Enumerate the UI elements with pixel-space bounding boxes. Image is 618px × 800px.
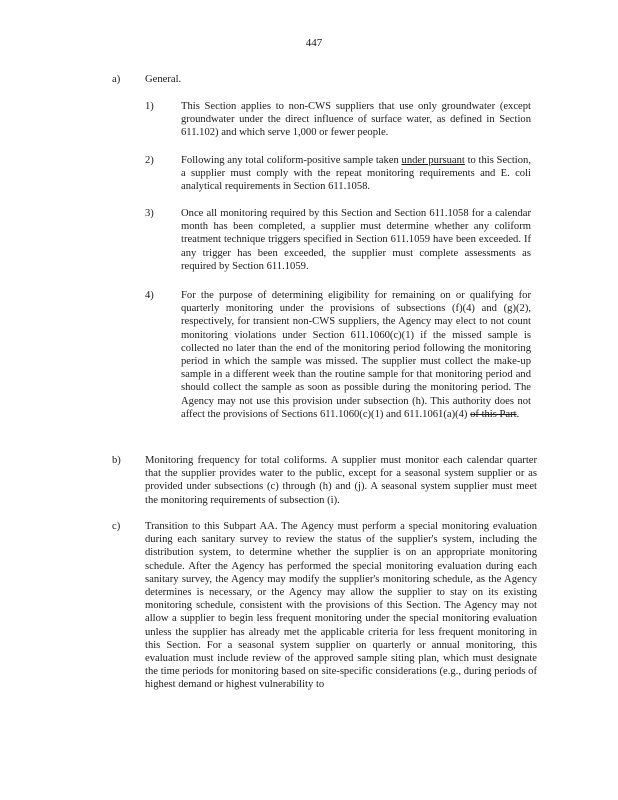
item-1-label: 1) [145,101,154,112]
item-1-text: This Section applies to non-CWS suppliers that use only groundwater (except groundwater under the direct influence of surface water, as defined in Section 611.102) and which serve 1,000 or fewer people. [181,101,531,139]
item-2-text [181,154,531,194]
item-2-underlined-text: under pursuant [401,155,465,166]
section-b-label: b) [112,455,121,466]
section-b-text: Monitoring frequency for total coliforms. A supplier must monitor each calendar quarter that the supplier provides water to the public, except for a seasonal system supplier or as provided under subsections (c) through (h) and (j). A seasonal system supplier must meet the monitoring requirements of subsection (i). [145,455,537,506]
section-a-heading: General. [145,74,182,85]
item-2-label: 2) [145,155,154,166]
item-4-text [181,289,531,421]
item-4-struck-text: of this Part [470,408,517,420]
section-c-text: Transition to this Subpart AA. The Agency must perform a special monitoring evaluation during each sanitary survey to review the status of the supplier's system, including the distribution system, to determine whether the supplier is on an appropriate monitoring schedule. After the Agency has performed the special monitoring evaluation during each sanitary survey, the Agency may modify the supplier's monitoring schedule, as the Agency determines is necessary, or the Agency may allow the supplier to stay on its existing monitoring schedule, consistent with the provisions of this Section. The Agency may not allow a supplier to begin less frequent monitoring under the special monitoring evaluation unless the supplier has already met the applicable criteria for less frequent monitoring in this Section. For a seasonal system supplier on quarterly or annual monitoring, this evaluation must include review of the approved sample siting plan, which must designate the time periods for monitoring based on site-specific considerations (e.g., during periods of highest demand or highest vulnerability to [145,521,537,691]
item-3-text: Once all monitoring required by this Section and Section 611.1058 for a calendar month has been completed, a supplier must determine whether any coliform treatment technique triggers specified in Section 611.1059 have been exceeded. If any trigger has been exceeded, the supplier must complete assessments as required by Section 611.1059. [181,208,531,272]
item-3-label: 3) [145,208,154,219]
item-4-text-main: For the purpose of determining eligibility for remaining on or qualifying for quarterly monitoring under the provisions of subsections (f)(4) and (g)(2), respectively, for transient non-CWS suppliers, the Agency may elect to not count monitoring violations under Section 611.1060(c)(1) if the missed sample is collected no later than the end of the monitoring period following the monitoring period in which the sample was missed. The supplier must collect the make-up sample in a different week than the routine sample for that monitoring period and should collect the sample as soon as possible during the monitoring period. The Agency may not use this provision under subsection (h). This authority does not affect the provisions of Sections 611.1060(c)(1) and 611.1061(a)(4) [181,290,531,420]
page-number: 447 [305,37,323,49]
section-c-label: c) [112,521,121,532]
item-2-text-before: Following any total coliform-positive sample taken [181,155,402,166]
item-2-text-after: to this Section, a supplier must comply with the repeat monitoring requirements and E. coli analytical requirements in Section 611.1058. [181,155,531,193]
item-4-text-end: . [516,408,520,420]
item-4-label: 4) [145,290,154,301]
section-a-label: a) [112,74,121,85]
